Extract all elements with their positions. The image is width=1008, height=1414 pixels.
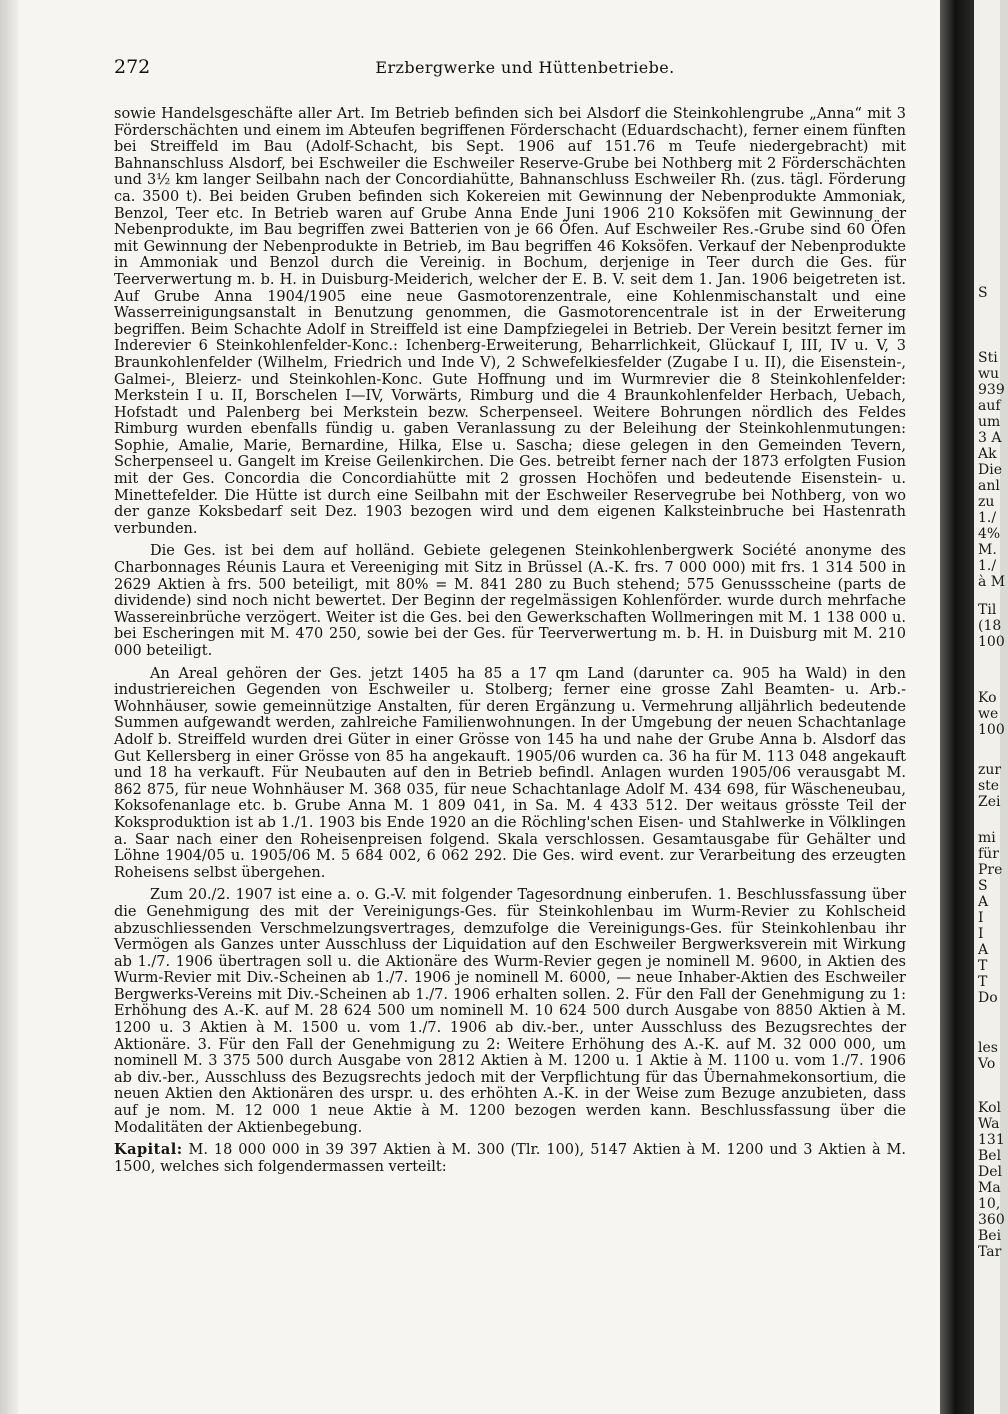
paragraph-operations: sowie Handelsgeschäfte aller Art. Im Betrieb befinden sich bei Alsdorf die Steinkohlengrube „Anna“ mit 3 Förderschächten und einem im Abteufen begriffenen Förderschacht (Eduardschacht), ferner einem fünften bei Streiffeld im Bau (Adolf-Schacht, bis Sept. 1906 auf 151.76 m Teufe niedergebracht) mit Bahnanschluss Alsdorf, bei Eschweiler die Eschweiler Reserve-Grube bei Nothberg mit 2 Förderschächten und 3½ km langer Seilbahn nach der Concordiahütte, Bahnanschluss Eschweiler Rh. (zus. tägl. Förderung ca. 3500 t). Bei beiden Gruben befinden sich Kokereien mit Gewinnung der Nebenprodukte Ammoniak, Benzol, Teer etc. In Betrieb waren auf Grube Anna Ende Juni 1906 210 Koksöfen mit Gewinnung der Nebenprodukte, im Bau begriffen zwei Batterien von je 66 Öfen. Auf Eschweiler Res.-Grube sind 60 Öfen mit Gewinnung der Nebenprodukte in Betrieb, im Bau begriffen 46 Koksöfen. Verkauf der Nebenprodukte in Ammoniak und Benzol durch die Vereinig. in Bochum, derjenige in Teer durch die Ges. für Teerverwertung m. b. H. in Duisburg-Meiderich, welcher der E. B. V. seit dem 1. Jan. 1906 beigetreten ist. Auf Grube Anna 1904/1905 eine neue Gasmotorenzentrale, eine Kohlenmischanstalt und eine Wasserreinigungsanstalt in Benutzung genommen, die Gasmotorencentrale ist in der Erweiterung begriffen. Beim Schachte Adolf in Streiffeld ist eine Dampfziegelei in Betrieb. Der Verein besitzt ferner im Inderevier 6 Steinkohlenfelder-Konc.: Ichenberg-Erweiterung, Beharrlichkeit, Glückauf I, III, IV u. V, 3 Braunkohlenfelder (Wilhelm, Friedrich und Inde V), 2 Schwefelkiesfelder (Zugabe I u. II), die Eisenstein-, Galmei-, Bleierz- und Steinkohlen-Konc. Gute Hoffnung und im Wurmrevier die 8 Steinkohlenfelder: Merkstein I u. II, Borschelen I—IV, Vorwärts, Rimburg und die 4 Braunkohlenfelder Herbach, Uebach, Hofstadt und Palenberg bei Merkstein bezw. Scherpenseel. Weitere Bohrungen nördlich des Feldes Rimburg wurden ebenfalls fündig u. gaben Veranlassung zu der Beleihung der Steinkohlenmutungen: Sophie, Amalie, Marie, Bernardine, Hilka, Else u. Sascha; diese gelegen in den Gemeinden Tevern, Scherpenseel u. Gangelt im Kreise Geilenkirchen. Die Ges. betreibt ferner nach der 1873 erfolgten Fusion mit der Ges. Concordia die Concordiahütte mit 2 grossen Hochöfen und bedeutende Eisenstein- u. Minettefelder. Die Hütte ist durch eine Seilbahn mit der Eschweiler Reservegrube bei Nothberg, von wo der ganze Koksbedarf seit Dez. 1903 bezogen wird und dem eigenen Kalksteinbruche bei Hastenrath verbunden. bbox=[114, 106, 906, 537]
adjacent-page-line: T bbox=[978, 974, 988, 990]
adjacent-page-line: Bei bbox=[978, 1228, 1002, 1244]
adjacent-page-line: 1./ bbox=[978, 558, 997, 574]
paragraph-kapital bbox=[114, 1142, 906, 1175]
adjacent-page-line: ste bbox=[978, 778, 1000, 794]
running-title: Erzbergwerke und Hüttenbetriebe. bbox=[375, 58, 675, 77]
adjacent-page-line: um bbox=[978, 414, 1001, 430]
adjacent-page-line: Del bbox=[978, 1164, 1002, 1180]
adjacent-page-line: 1./ bbox=[978, 510, 997, 526]
adjacent-page-line: wu bbox=[978, 366, 999, 382]
adjacent-page-line: I bbox=[978, 910, 984, 926]
kapital-text: M. 18 000 000 in 39 397 Aktien à M. 300 (Tlr. 100), 5147 Aktien à M. 1200 und 3 Aktien à M. 1500, welches sich folgendermassen verteilt: bbox=[114, 1142, 907, 1175]
adjacent-page-line: 4% bbox=[978, 526, 1001, 542]
paragraph-general-meeting: Zum 20./2. 1907 ist eine a. o. G.-V. mit folgender Tagesordnung einberufen. 1. Beschlussfassung über die Genehmigung des mit der Vereinigungs-Ges. für Steinkohlenbau im Wurm-Revier zu Kohlscheid abzuschliessenden Verschmelzungsvertrages, demzufolge die Vereinigungs-Ges. für Steinkohlenbau ihr Vermögen als Ganzes unter Ausschluss der Liquidation auf den Eschweiler Bergwerksverein mit Wirkung ab 1./7. 1906 übertragen soll u. die Aktionäre des Wurm-Revier gegen je nominell M. 9600, in Aktien des Wurm-Revier mit Div.-Scheinen ab 1./7. 1906 je nominell M. 6000, — neue Inhaber-Aktien des Eschweiler Bergwerks-Vereins mit Div.-Scheinen ab 1./7. 1906 erhalten sollen. 2. Für den Fall der Genehmigung zu 1: Erhöhung des A.-K. auf M. 28 624 500 um nominell M. 10 624 500 durch Ausgabe von 8850 Aktien à M. 1200 u. 3 Aktien à M. 1500 u. vom 1./7. 1906 ab div.-ber., unter Ausschluss des Bezugsrechtes der Aktionäre. 3. Für den Fall der Genehmigung zu 2: Weitere Erhöhung des A.-K. auf M. 32 000 000, um nominell M. 3 375 500 durch Ausgabe von 2812 Aktien à M. 1200 u. 1 Aktie à M. 1100 u. vom 1./7. 1906 ab div.-ber., Ausschluss des Bezugsrechts jedoch mit der Verpflichtung für das Übernahmekonsortium, die neuen Aktien den Aktionären des urspr. u. des erhöhten A.-K. in der Weise zum Bezuge anzubieten, dass auf je nom. M. 12 000 1 neue Aktie à M. 1200 bezogen werden kann. Beschlussfassung über die Modalitäten der Aktienbegebung. bbox=[114, 887, 906, 1136]
adjacent-page-fragment bbox=[974, 0, 1006, 1414]
adjacent-page-line: à M bbox=[978, 574, 1006, 590]
adjacent-page-line: Wa bbox=[978, 1116, 1000, 1132]
paragraph-participations: Die Ges. ist bei dem auf holländ. Gebiete gelegenen Steinkohlenbergwerk Société anonyme des Charbonnages Réunis Laura et Vereeniging mit Sitz in Brüssel (A.-K. frs. 7 000 000) mit frs. 1 314 500 in 2629 Aktien à frs. 500 beteiligt, mit 80% = M. 841 280 zu Buch stehend; 575 Genussscheine (parts de dividende) sind noch nicht bewertet. Der Beginn der regelmässigen Kohlenförder. wurde durch mehrfache Wassereinbrüche verzögert. Weiter ist die Ges. bei den Gewerkschaften Wollmeringen mit M. 1 138 000 u. bei Escheringen mit M. 470 250, sowie bei der Ges. für Teerverwertung m. b. H. in Duisburg mit M. 210 000 beteiligt. bbox=[114, 543, 906, 659]
adjacent-page-line: M. bbox=[978, 542, 997, 558]
adjacent-page-line: auf bbox=[978, 398, 1001, 414]
adjacent-page-line: S bbox=[978, 878, 988, 894]
adjacent-page-line: Til bbox=[978, 602, 997, 618]
adjacent-page-line: les bbox=[978, 1040, 998, 1056]
adjacent-page-line: 100 bbox=[978, 634, 1005, 650]
adjacent-page-line: 3 A bbox=[978, 430, 1002, 446]
adjacent-page-line: zu bbox=[978, 494, 995, 510]
adjacent-page-line: Ma bbox=[978, 1180, 1001, 1196]
book-gutter-shadow bbox=[940, 0, 974, 1414]
adjacent-page-line: Die bbox=[978, 462, 1002, 478]
adjacent-page-line: Kol bbox=[978, 1100, 1001, 1116]
adjacent-page-line: Ak bbox=[978, 446, 997, 462]
adjacent-page-line: 939 bbox=[978, 382, 1005, 398]
adjacent-page-line: für bbox=[978, 846, 999, 862]
adjacent-page-line: anl bbox=[978, 478, 1000, 494]
paragraph-areal: An Areal gehören der Ges. jetzt 1405 ha 85 a 17 qm Land (darunter ca. 905 ha Wald) in den industriereichen Gegenden von Eschweiler u. Stolberg; ferner eine grosse Zahl Beamten- u. Arb.-Wohnhäuser, sowie gemeinnützige Anstalten, für deren Ergänzung u. Vermehrung alljährlich bedeutende Summen aufgewandt werden, zahlreiche Familienwohnungen. In der Umgebung der neuen Schachtanlage Adolf b. Streiffeld wurden drei Güter in einer Grösse von 145 ha und nahe der Grube Anna b. Alsdorf das Gut Kellersberg in einer Grösse von 85 ha angekauft. 1905/06 wurden ca. 36 ha für M. 113 048 angekauft und 18 ha verkauft. Für Neubauten auf den in Betrieb befindl. Anlagen wurden 1905/06 verausgabt M. 862 875, für neue Wohnhäuser M. 368 035, für neue Schachtanlage Adolf M. 434 698, für Wäscheneubau, Koksofenanlage etc. b. Grube Anna M. 1 809 041, in Sa. M. 4 433 512. Der weitaus grösste Teil der Koksproduktion ist ab 1./1. 1903 bis Ende 1920 an die Röchling'schen Eisen- und Stahlwerke in Völklingen a. Saar nach einer den Roheisenpreisen folgend. Skala verschlossen. Gesamtausgabe für Gehälter und Löhne 1904/05 u. 1905/06 M. 5 684 002, 6 062 292. Die Ges. wird event. zur Verarbeitung des erzeugten Roheisens selbst übergehen. bbox=[114, 665, 906, 881]
adjacent-page-line: S bbox=[978, 285, 988, 301]
adjacent-page-line: 131 bbox=[978, 1132, 1005, 1148]
adjacent-page-line: I bbox=[978, 926, 984, 942]
adjacent-page-line: Vo bbox=[978, 1056, 996, 1072]
adjacent-page-line: 360 bbox=[978, 1212, 1005, 1228]
adjacent-page-line: zur bbox=[978, 762, 1002, 778]
page-left-edge bbox=[0, 0, 18, 1414]
adjacent-page-line: Sti bbox=[978, 350, 998, 366]
adjacent-page-line: Tar bbox=[978, 1244, 1002, 1260]
adjacent-page-line: mi bbox=[978, 830, 996, 846]
adjacent-page-line: Ko bbox=[978, 690, 997, 706]
adjacent-page-line: we bbox=[978, 706, 999, 722]
adjacent-page-line: Zei bbox=[978, 794, 1001, 810]
kapital-label: Kapital: bbox=[114, 1141, 183, 1159]
adjacent-page-line: A bbox=[978, 894, 989, 910]
adjacent-page-line: (18 bbox=[978, 618, 1002, 634]
adjacent-page-line: Pre bbox=[978, 862, 1003, 878]
adjacent-page-line: 100 bbox=[978, 722, 1005, 738]
adjacent-page-line: 10, bbox=[978, 1196, 1001, 1212]
adjacent-page-line: Bel bbox=[978, 1148, 1002, 1164]
page-number: 272 bbox=[114, 56, 151, 78]
adjacent-page-line: A bbox=[978, 942, 989, 958]
page-header bbox=[0, 56, 940, 86]
body-text bbox=[114, 106, 906, 1175]
adjacent-page-line: T bbox=[978, 958, 988, 974]
adjacent-page-line: Do bbox=[978, 990, 998, 1006]
